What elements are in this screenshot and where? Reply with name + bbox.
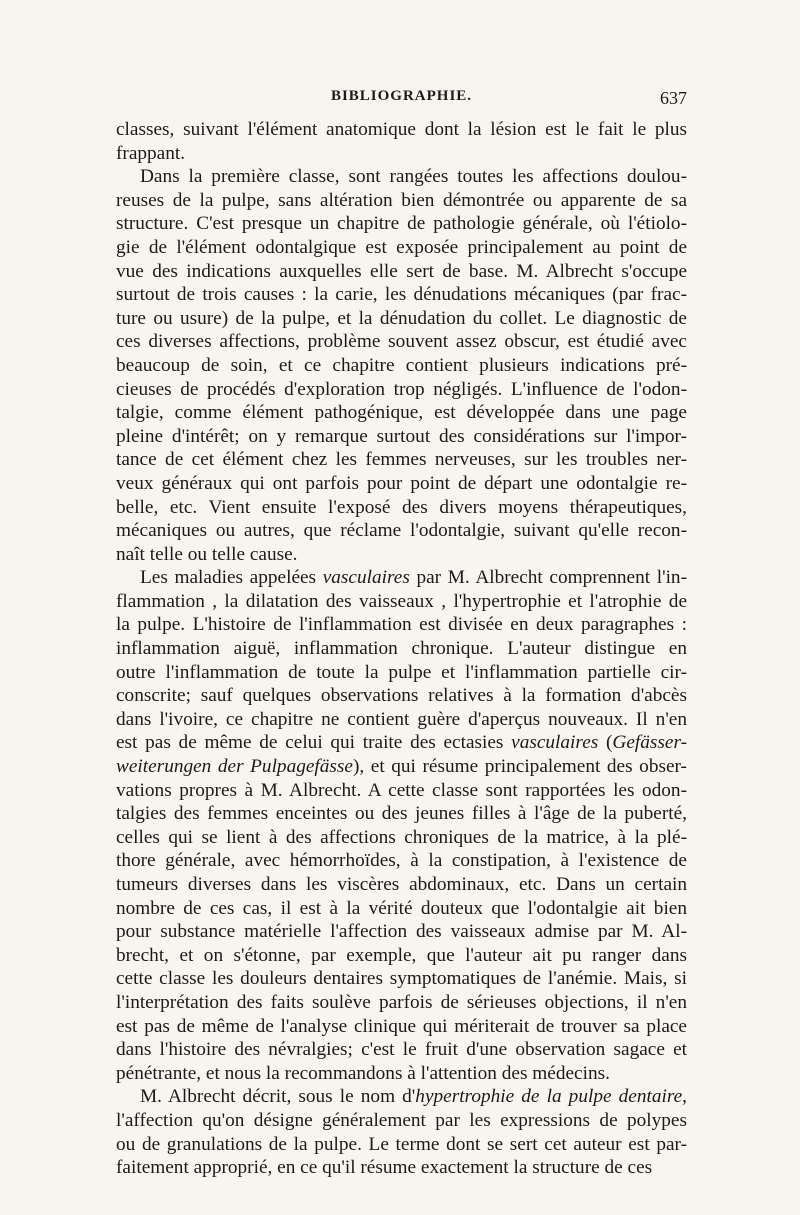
text-line: faitement approprié, en ce qu'il résume exactement la structure de ces: [116, 1157, 653, 1179]
text-line: thore générale, avec hémorrhoïdes, à la constipation, à l'existence de: [116, 850, 687, 872]
text-line: pénétrante, et nous la recommandons à l'attention des médecins.: [116, 1062, 610, 1084]
text-line: brecht, et on s'étonne, par exemple, que l'auteur ait pu ranger dans: [116, 944, 687, 966]
paragraph: [116, 165, 687, 566]
text-line: inflammation aiguë, inflammation chronique. L'auteur distingue en: [116, 638, 687, 660]
text-line: structure. C'est presque un chapitre de pathologie générale, où l'étiolo-: [116, 213, 687, 235]
text-line: tance de cet élément chez les femmes nerveuses, sur les troubles ner-: [116, 449, 687, 471]
text-line: nombre de ces cas, il est à la vérité douteux que l'odontalgie ait bien: [116, 897, 687, 919]
text-line: conscrite; sauf quelques observations relatives à la formation d'abcès: [116, 685, 687, 707]
text-line: M. Albrecht décrit, sous le nom d'hypertrophie de la pulpe dentaire,: [140, 1086, 687, 1108]
text-line: pour substance matérielle l'affection des vaisseaux admise par M. Al-: [116, 921, 687, 943]
body-text: [116, 118, 687, 1180]
text-line: frappant.: [116, 142, 186, 164]
text-line: est pas de même de l'analyse clinique qui mériterait de trouver sa place: [116, 1015, 687, 1037]
text-line: cieuses de procédés d'exploration trop négligés. L'influence de l'odon-: [116, 378, 687, 400]
italic-term: vasculaires: [511, 732, 599, 754]
text-line: la pulpe. L'histoire de l'inflammation est divisée en deux paragraphes :: [116, 614, 687, 636]
text-line: naît telle ou telle cause.: [116, 543, 298, 565]
text-line: l'affection qu'on désigne généralement par les expressions de polypes: [116, 1109, 687, 1131]
text-line: Les maladies appelées vasculaires par M. Albrecht comprennent l'in-: [140, 567, 687, 589]
italic-term: hypertrophie de la pulpe dentaire: [415, 1086, 683, 1108]
text-line: pleine d'intérêt; on y remarque surtout des considérations sur l'impor-: [116, 425, 687, 447]
paragraph: [116, 1085, 687, 1179]
text-line: gie de l'élément odontalgique est exposée principalement au point de: [116, 236, 687, 258]
text-line: reuses de la pulpe, sans altération bien démontrée ou apparente de sa: [116, 189, 687, 211]
text-line: outre l'inflammation de toute la pulpe et l'inflammation partielle cir-: [116, 661, 687, 683]
page-number: 637: [660, 88, 687, 108]
running-head: BIBLIOGRAPHIE.: [330, 88, 473, 104]
italic-term: weiterungen der Pulpagefässe: [116, 756, 353, 778]
text-line: talgie, comme élément pathogénique, est développée dans une page: [116, 402, 687, 424]
text-line: mécaniques ou autres, que réclame l'odontalgie, suivant qu'elle recon-: [116, 520, 687, 542]
text-line: beaucoup de soin, et ce chapitre contient plusieurs indications pré-: [116, 354, 687, 376]
paragraph: [116, 566, 687, 1085]
text-line: vations propres à M. Albrecht. A cette classe sont rapportées les odon-: [116, 779, 687, 801]
text-line: vue des indications auxquelles elle sert de base. M. Albrecht s'occupe: [116, 260, 687, 282]
text-line: ou de granulations de la pulpe. Le terme dont se sert cet auteur est par-: [116, 1133, 687, 1155]
text-line: dans l'histoire des névralgies; c'est le fruit d'une observation sagace et: [116, 1039, 687, 1061]
text-line: weiterungen der Pulpagefässe), et qui résume principalement des obser-: [116, 756, 687, 778]
text-line: dans l'ivoire, ce chapitre ne contient guère d'aperçus nouveaux. Il n'en: [116, 708, 687, 730]
text-line: ces diverses affections, problème souvent assez obscur, est étudié avec: [116, 331, 687, 353]
text-line: celles qui se lient à des affections chroniques de la matrice, à la plé-: [116, 826, 687, 848]
text-line: ture ou usure) de la pulpe, et la dénudation du collet. Le diagnostic de: [116, 307, 687, 329]
text-line: cette classe les douleurs dentaires symptomatiques de l'anémie. Mais, si: [116, 968, 687, 990]
text-line: classes, suivant l'élément anatomique dont la lésion est le fait le plus: [116, 119, 687, 140]
italic-term: vasculaires: [322, 567, 410, 589]
text-line: talgies des femmes enceintes ou des jeunes filles à l'âge de la puberté,: [116, 803, 687, 825]
italic-term: Gefässer-: [612, 732, 687, 754]
text-line: flammation , la dilatation des vaisseaux , l'hypertrophie et l'atrophie de: [116, 590, 687, 612]
page-header: [116, 88, 687, 112]
paragraph: [116, 118, 687, 165]
text-line: surtout de trois causes : la carie, les dénudations mécaniques (par frac-: [116, 284, 687, 306]
text-line: tumeurs diverses dans les viscères abdominaux, etc. Dans un certain: [116, 874, 687, 895]
text-line: veux généraux qui ont parfois pour point de départ une odontalgie re-: [116, 472, 687, 494]
text-line: l'interprétation des faits soulève parfois de sérieuses objections, il n'en: [116, 991, 687, 1013]
text-line: Dans la première classe, sont rangées toutes les affections doulou-: [140, 166, 687, 188]
text-line: belle, etc. Vient ensuite l'exposé des divers moyens thérapeutiques,: [116, 496, 687, 518]
text-line: est pas de même de celui qui traite des ectasies vasculaires (Gefässer-: [116, 732, 687, 754]
